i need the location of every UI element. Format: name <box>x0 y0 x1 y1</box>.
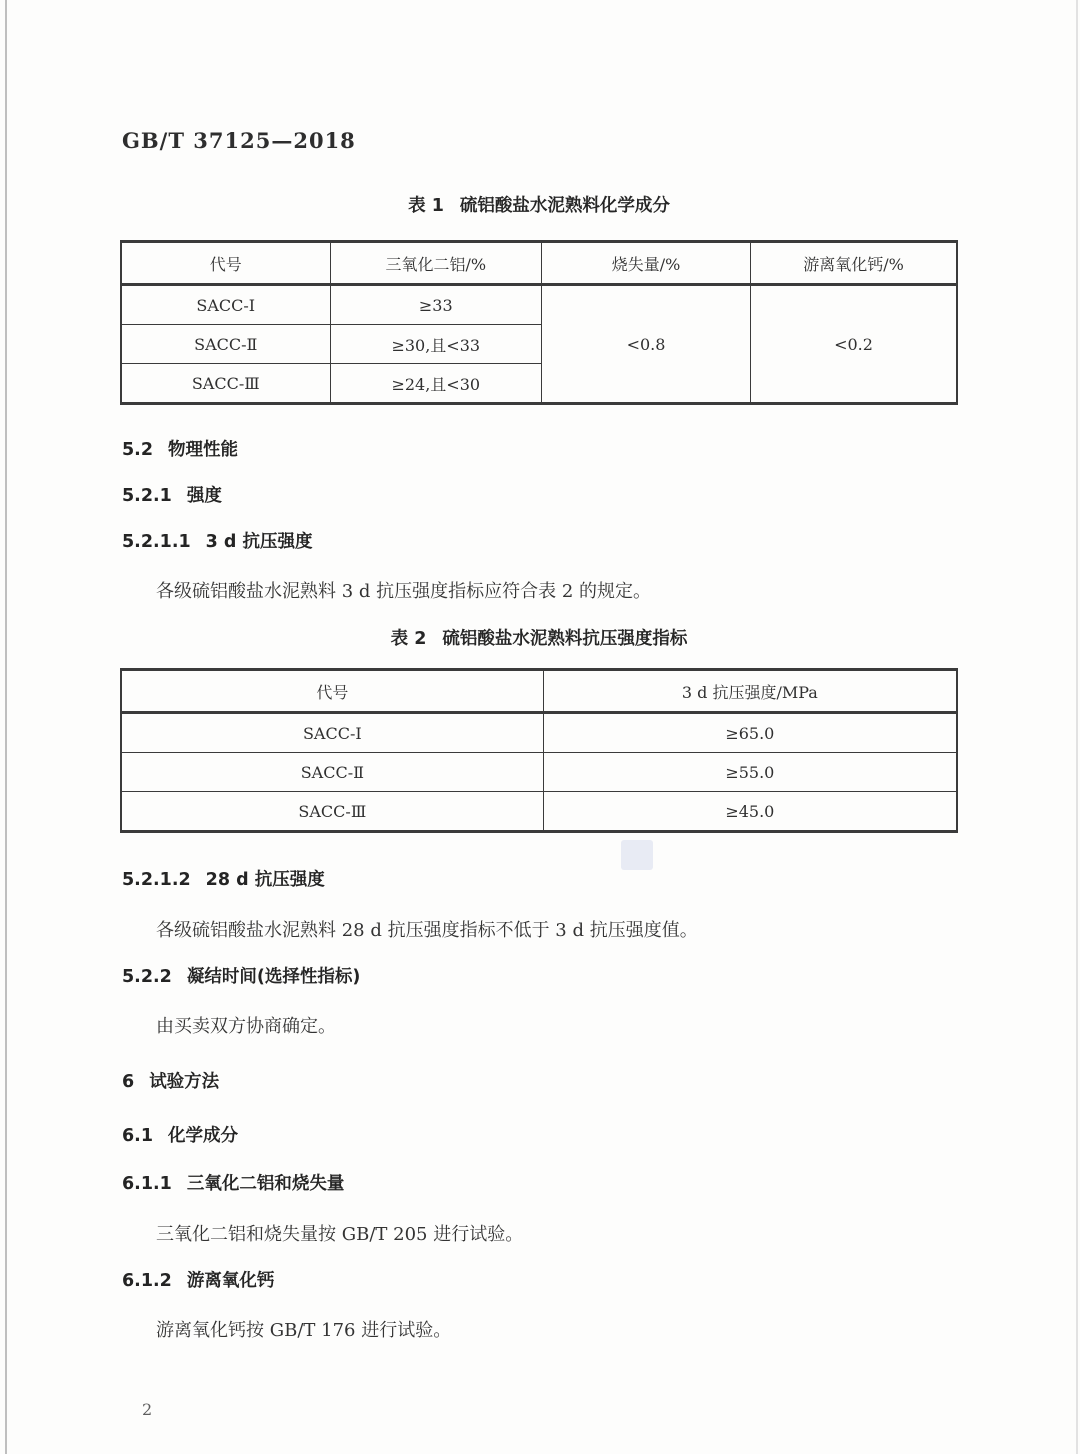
heading-5-2-1-1 <box>122 528 313 553</box>
scan-artifact-blob <box>621 840 653 870</box>
scan-edge-right <box>1076 0 1078 1454</box>
cell-code: SACC-Ⅲ <box>121 792 543 832</box>
cell-strength: ≥45.0 <box>543 792 957 832</box>
cell-code: SACC-Ⅱ <box>121 325 330 364</box>
heading-number: 6 <box>122 1072 135 1092</box>
heading-text: 物理性能 <box>168 440 239 460</box>
heading-number: 5.2.1.2 <box>122 870 191 890</box>
col-header-code: 代号 <box>121 670 543 713</box>
heading-number: 6.1.1 <box>122 1174 172 1194</box>
heading-number: 5.2.1.1 <box>122 532 191 552</box>
heading-number: 5.2 <box>122 440 154 460</box>
heading-text: 三氧化二铝和烧失量 <box>186 1174 345 1194</box>
heading-5-2-2 <box>122 963 360 988</box>
paragraph-3d-strength: 各级硫铝酸盐水泥熟料 3 d 抗压强度指标应符合表 2 的规定。 <box>156 581 652 602</box>
table1-label: 表 1 <box>408 196 444 216</box>
heading-text: 凝结时间(选择性指标) <box>186 967 361 987</box>
heading-number: 6.1.2 <box>122 1271 172 1291</box>
cell-strength: ≥65.0 <box>543 713 957 753</box>
heading-text: 强度 <box>186 486 222 506</box>
heading-number: 6.1 <box>122 1126 154 1146</box>
heading-text: 游离氧化钙 <box>186 1271 275 1291</box>
paragraph-setting-time: 由买卖双方协商确定。 <box>156 1016 336 1037</box>
paragraph-al2o3-test: 三氧化二铝和烧失量按 GB/T 205 进行试验。 <box>156 1224 524 1245</box>
cell-free-cao-merged: <0.2 <box>751 285 958 404</box>
table-row <box>121 753 957 792</box>
heading-5-2 <box>122 436 238 461</box>
scan-edge-left <box>5 0 7 1454</box>
cell-loi-merged: <0.8 <box>542 285 751 404</box>
heading-text: 28 d 抗压强度 <box>205 870 325 890</box>
col-header-strength: 3 d 抗压强度/MPa <box>543 670 957 713</box>
heading-number: 5.2.1 <box>122 486 172 506</box>
heading-number: 5.2.2 <box>122 967 172 987</box>
cell-strength: ≥55.0 <box>543 753 957 792</box>
table-header-row <box>121 670 957 713</box>
cell-code: SACC-Ⅰ <box>121 713 543 753</box>
cell-al2o3: ≥30,且<33 <box>330 325 542 364</box>
heading-5-2-1 <box>122 482 222 507</box>
cell-code: SACC-Ⅲ <box>121 364 330 404</box>
heading-text: 化学成分 <box>168 1126 239 1146</box>
heading-6-1-2 <box>122 1267 274 1292</box>
paragraph-free-cao-test: 游离氧化钙按 GB/T 176 进行试验。 <box>156 1320 452 1341</box>
col-header-code: 代号 <box>121 242 330 285</box>
table-row <box>121 713 957 753</box>
table2-title-text: 硫铝酸盐水泥熟料抗压强度指标 <box>442 629 688 649</box>
table-chemical-composition <box>120 240 958 405</box>
heading-6 <box>122 1068 219 1093</box>
col-header-loi: 烧失量/% <box>542 242 751 285</box>
standard-number-header: GB/T 37125—2018 <box>122 128 356 153</box>
heading-5-2-1-2 <box>122 866 325 891</box>
table1-title <box>120 192 958 217</box>
cell-al2o3: ≥24,且<30 <box>330 364 542 404</box>
table-row <box>121 792 957 832</box>
table1-title-text: 硫铝酸盐水泥熟料化学成分 <box>459 196 670 216</box>
table2-title <box>120 625 958 650</box>
cell-al2o3: ≥33 <box>330 285 542 325</box>
table-header-row <box>121 242 957 285</box>
table-row <box>121 285 957 325</box>
cell-code: SACC-Ⅰ <box>121 285 330 325</box>
heading-text: 试验方法 <box>149 1072 220 1092</box>
col-header-al2o3: 三氧化二铝/% <box>330 242 542 285</box>
heading-6-1-1 <box>122 1170 344 1195</box>
page-number: 2 <box>142 1400 153 1419</box>
table-compressive-strength <box>120 668 958 833</box>
heading-text: 3 d 抗压强度 <box>205 532 313 552</box>
cell-code: SACC-Ⅱ <box>121 753 543 792</box>
table2-label: 表 2 <box>390 629 427 649</box>
paragraph-28d-strength: 各级硫铝酸盐水泥熟料 28 d 抗压强度指标不低于 3 d 抗压强度值。 <box>156 920 698 941</box>
col-header-free-cao: 游离氧化钙/% <box>751 242 958 285</box>
heading-6-1 <box>122 1122 238 1147</box>
